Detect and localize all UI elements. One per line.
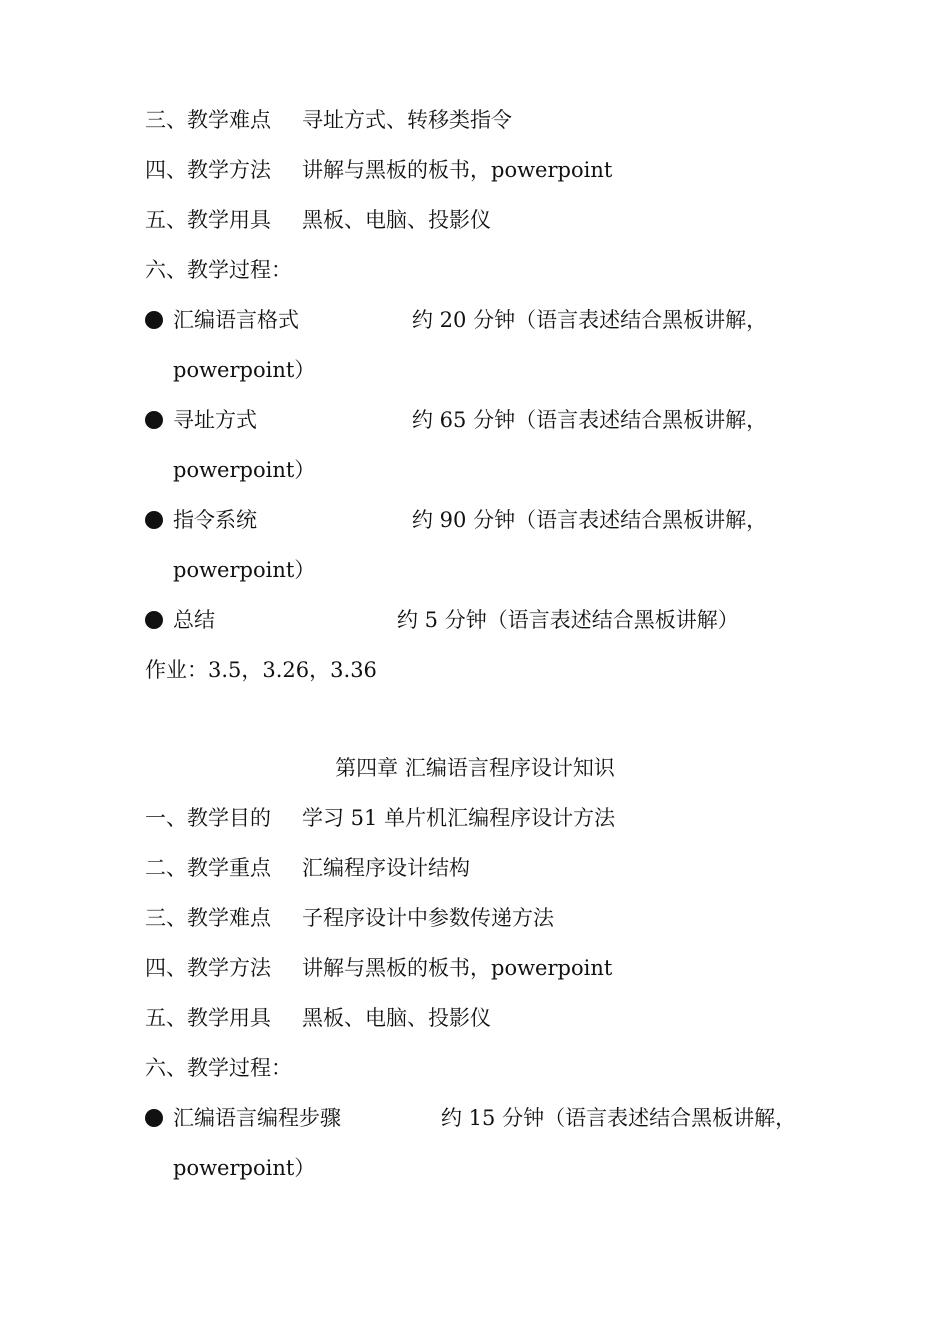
chapter-four-focus-line xyxy=(145,853,470,883)
teaching-method-value: 讲解与黑板的板书，powerpoint xyxy=(302,956,613,980)
process-duration-summary: 约 5 分钟（语言表述结合黑板讲解） xyxy=(397,608,739,632)
process-topic-addressing-modes: 寻址方式 xyxy=(173,408,257,432)
teaching-difficulty-line-1 xyxy=(145,105,512,135)
chapter-four-purpose-line xyxy=(145,803,615,833)
teaching-method-line-1 xyxy=(145,155,612,185)
homework-line: 作业：3.5，3.26，3.36 xyxy=(145,658,377,682)
chapter-four-tools-line xyxy=(145,1003,491,1033)
teaching-purpose-label: 一、教学目的 xyxy=(145,806,271,830)
teaching-focus-label: 二、教学重点 xyxy=(145,856,271,880)
teaching-tools-line-1 xyxy=(145,205,491,235)
bullet-icon xyxy=(145,611,163,629)
process-duration-instruction-system: 约 90 分钟（语言表述结合黑板讲解， xyxy=(412,508,768,532)
process-continuation-addressing-modes: powerpoint） xyxy=(173,458,316,482)
bullet-icon xyxy=(145,1109,163,1127)
teaching-difficulty-label: 三、教学难点 xyxy=(145,108,271,132)
process-duration-assembly-programming-steps: 约 15 分钟（语言表述结合黑板讲解， xyxy=(441,1106,797,1130)
process-topic-assembly-format: 汇编语言格式 xyxy=(173,308,299,332)
teaching-tools-value: 黑板、电脑、投影仪 xyxy=(302,1006,491,1030)
process-continuation-assembly-format: powerpoint） xyxy=(173,358,316,382)
process-topic-summary: 总结 xyxy=(173,608,215,632)
teaching-method-value: 讲解与黑板的板书，powerpoint xyxy=(302,158,613,182)
process-continuation-instruction-system: powerpoint） xyxy=(173,558,316,582)
process-topic-instruction-system: 指令系统 xyxy=(173,508,257,532)
chapter-four-process-heading: 六、教学过程： xyxy=(145,1056,292,1080)
bullet-icon xyxy=(145,411,163,429)
teaching-tools-label: 五、教学用具 xyxy=(145,1006,271,1030)
teaching-process-heading-1: 六、教学过程： xyxy=(145,258,292,282)
teaching-difficulty-value: 寻址方式、转移类指令 xyxy=(302,108,512,132)
teaching-method-label: 四、教学方法 xyxy=(145,158,271,182)
process-duration-assembly-format: 约 20 分钟（语言表述结合黑板讲解， xyxy=(412,308,768,332)
teaching-purpose-value: 学习 51 单片机汇编程序设计方法 xyxy=(302,806,616,830)
chapter-four-difficulty-line xyxy=(145,903,554,933)
teaching-method-label: 四、教学方法 xyxy=(145,956,271,980)
teaching-difficulty-label: 三、教学难点 xyxy=(145,906,271,930)
chapter-four-title: 第四章 汇编语言程序设计知识 xyxy=(335,756,615,780)
process-topic-assembly-programming-steps: 汇编语言编程步骤 xyxy=(173,1106,341,1130)
process-duration-addressing-modes: 约 65 分钟（语言表述结合黑板讲解， xyxy=(412,408,768,432)
teaching-focus-value: 汇编程序设计结构 xyxy=(302,856,470,880)
teaching-difficulty-value: 子程序设计中参数传递方法 xyxy=(302,906,554,930)
chapter-four-method-line xyxy=(145,953,612,983)
bullet-icon xyxy=(145,311,163,329)
bullet-icon xyxy=(145,511,163,529)
teaching-tools-label: 五、教学用具 xyxy=(145,208,271,232)
teaching-tools-value: 黑板、电脑、投影仪 xyxy=(302,208,491,232)
process-continuation-assembly-programming-steps: powerpoint） xyxy=(173,1156,316,1180)
